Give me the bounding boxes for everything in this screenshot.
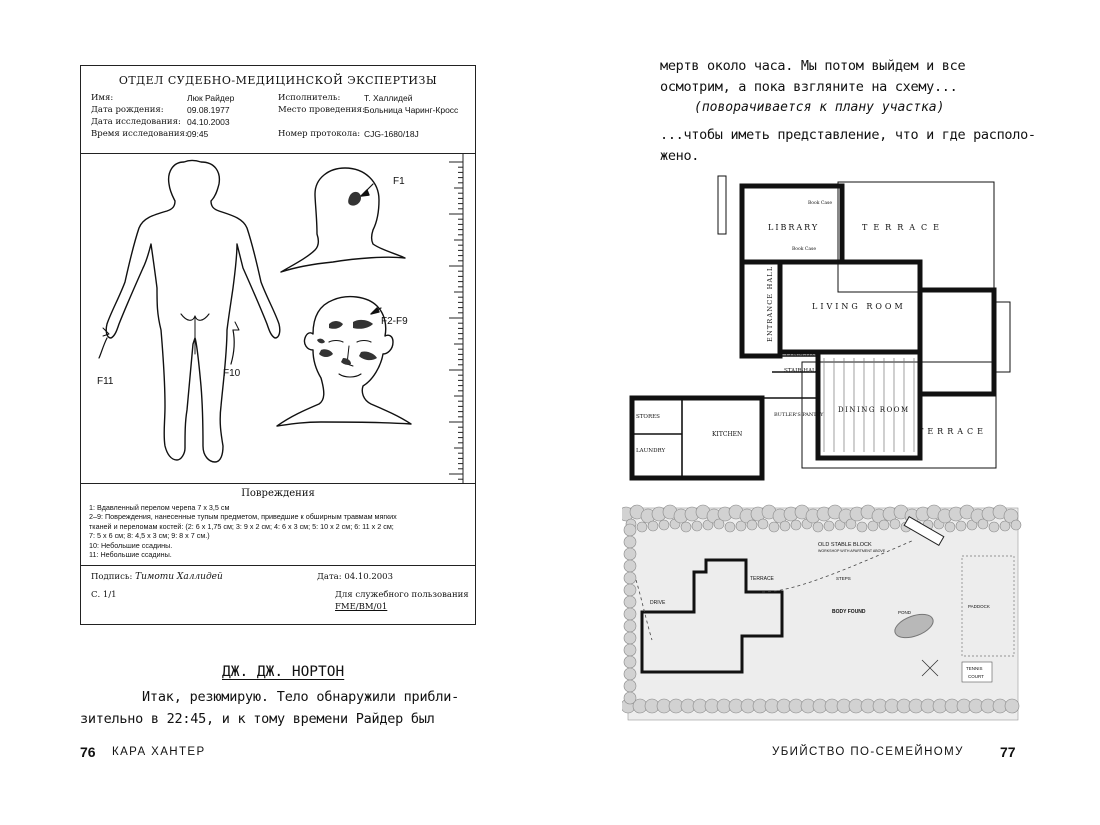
stage-direction: (поворачивается к плану участка) — [694, 100, 945, 115]
label-terrace: TERRACE — [862, 223, 945, 232]
report-info — [91, 93, 465, 153]
dob-row — [91, 105, 230, 115]
tree — [692, 521, 702, 531]
tree — [747, 520, 757, 530]
tree — [1005, 699, 1019, 713]
label-pond: POND — [898, 610, 912, 615]
label-book-case: Book Case — [792, 247, 816, 252]
head-back-outline — [281, 168, 405, 272]
tree — [637, 522, 647, 532]
body-figures — [81, 154, 437, 484]
place-row — [278, 105, 459, 115]
injury-line: 10: Небольшие ссадины. — [89, 540, 173, 550]
place-value: Больница Чаринг-Кросс — [364, 105, 459, 115]
right-page-number: 77 — [1000, 744, 1016, 760]
text-line: ...чтобы иметь представление, что и где располо- — [660, 127, 1036, 143]
tree — [791, 520, 801, 530]
tree — [879, 520, 889, 530]
tree — [989, 522, 999, 532]
tree — [648, 521, 658, 531]
body-outline — [106, 161, 280, 463]
place-label: Место проведения: — [278, 105, 365, 115]
report-header — [81, 66, 475, 154]
injuries-section — [81, 484, 475, 566]
tree — [813, 522, 823, 532]
injuries-title: Повреждения — [241, 488, 315, 499]
tree — [780, 521, 790, 531]
dob-label: Дата рождения: — [91, 105, 164, 115]
tree — [624, 524, 636, 536]
label-f2-f9: F2-F9 — [381, 316, 408, 327]
performer-label: Исполнитель: — [278, 93, 341, 103]
tree — [624, 632, 636, 644]
speaker-name: ДЖ. ДЖ. НОРТОН — [222, 664, 345, 680]
label-living-room: LIVING ROOM — [812, 302, 906, 311]
tree — [624, 644, 636, 656]
signature-row — [91, 572, 223, 582]
label-tennis: TENNIS — [966, 666, 983, 671]
tree — [624, 536, 636, 548]
label-f11: F11 — [97, 376, 114, 387]
tree — [956, 521, 966, 531]
text-line: Итак, резюмирую. Тело обнаружили прибли- — [142, 689, 460, 705]
protocol-label: Номер протокола: — [278, 129, 361, 139]
tree — [624, 596, 636, 608]
text-line: жено. — [660, 148, 700, 164]
signature-label: Подпись: — [91, 572, 133, 582]
tree — [857, 522, 867, 532]
tree — [624, 572, 636, 584]
label-paddock: PADDOCK — [968, 604, 990, 609]
tree — [890, 519, 900, 529]
label-laundry: LAUNDRY — [636, 448, 666, 454]
tree — [659, 520, 669, 530]
exam-time-value: 09:45 — [187, 129, 209, 139]
label-body-found: BODY FOUND — [832, 609, 866, 615]
tree — [624, 692, 636, 704]
page-indicator: С. 1/1 — [91, 590, 117, 600]
tree — [725, 522, 735, 532]
label-stable: OLD STABLE BLOCK — [818, 542, 872, 548]
label-library: LIBRARY — [768, 223, 820, 232]
measurement-ruler — [435, 154, 475, 484]
label-drive: DRIVE — [650, 600, 666, 606]
injury-line: 11: Небольшие ссадины. — [89, 550, 172, 560]
label-entrance-hall: ENTRANCE HALL — [766, 265, 774, 342]
label-dining-room: DINING ROOM — [838, 406, 910, 414]
exam-date-value: 04.10.2003 — [187, 117, 230, 127]
floor-plan — [622, 172, 1022, 496]
injury-line: 1: Вдавленный перелом черепа 7 x 3,5 см — [89, 503, 230, 512]
right-body-text-bottom — [660, 125, 1036, 167]
tree — [758, 519, 768, 529]
label-steps: STEPS — [836, 576, 851, 581]
tree — [1011, 520, 1021, 530]
label-book-case: Book Case — [808, 201, 832, 206]
site-plan — [622, 500, 1022, 722]
label-butlers-pantry: BUTLER'S PANTRY — [774, 412, 824, 418]
label-terrace-lower: TERRACE — [918, 427, 987, 436]
body-diagram — [81, 154, 475, 484]
text-line: мертв около часа. Мы потом выйдем и все — [660, 58, 966, 74]
tree — [945, 522, 955, 532]
tree — [624, 548, 636, 560]
tree — [624, 656, 636, 668]
name-label: Имя: — [91, 93, 114, 103]
exam-time-row — [91, 129, 209, 139]
exam-date-label: Дата исследования: — [91, 117, 181, 127]
protocol-row — [278, 129, 419, 139]
tree — [769, 522, 779, 532]
text-line: осмотрим, а пока взгляните на схему... — [660, 79, 958, 95]
report-date: Дата: 04.10.2003 — [317, 572, 393, 582]
tree — [624, 620, 636, 632]
tree — [824, 521, 834, 531]
signature: Тимоти Халлидей — [135, 572, 223, 582]
text-line: зительно в 22:45, и к тому времени Райдер был — [80, 711, 435, 727]
left-body-text — [80, 686, 476, 730]
right-body-text-top — [660, 56, 1022, 98]
report-title: ОТДЕЛ СУДЕБНО-МЕДИЦИНСКОЙ ЭКСПЕРТИЗЫ — [118, 74, 438, 87]
tree — [624, 668, 636, 680]
label-workshop: WORKSHOP WITH APARTMENT ABOVE — [818, 549, 886, 553]
protocol-value: CJG-1680/18J — [364, 129, 419, 139]
forensic-report — [80, 65, 476, 625]
tree — [624, 560, 636, 572]
name-row — [91, 93, 235, 103]
tree — [624, 584, 636, 596]
label-court: COURT — [968, 674, 984, 679]
performer-value: Т. Халлидей — [364, 93, 413, 103]
label-f1: F1 — [393, 176, 405, 187]
injury-line: 7: 5 x 6 см; 8: 4,5 x 3 см; 9: 8 x 7 см.) — [89, 531, 210, 541]
exam-time-label: Время исследования: — [91, 129, 188, 139]
injury-line: тканей и переломам костей: (2: 6 x 1,75 см; 3: 9 x 2 см; 4: 6 x 3 см; 5: 10 x 2 см; 6: 11 x 2 см; — [89, 521, 394, 531]
left-page-number: 76 — [80, 744, 96, 760]
tree — [624, 680, 636, 692]
performer-row — [278, 93, 413, 103]
label-kitchen: KITCHEN — [712, 431, 743, 438]
tree — [681, 522, 691, 532]
left-running-head: КАРА ХАНТЕР — [112, 746, 206, 758]
report-footer — [81, 566, 475, 622]
label-f10: F10 — [223, 368, 241, 379]
dob-value: 09.08.1977 — [187, 105, 230, 115]
name-value: Люк Райдер — [187, 93, 235, 103]
right-running-head: УБИЙСТВО ПО-СЕМЕЙНОМУ — [772, 746, 964, 758]
label-terrace-site: TERRACE — [750, 576, 774, 582]
injury-line: 2–9: Повреждения, нанесенные тупым предметом, приведшие к обширным травмам мягких — [89, 512, 397, 522]
document-code: FME/BM/01 — [335, 602, 388, 612]
label-stair-hall: STAIR-HALL — [784, 368, 820, 374]
tree — [624, 608, 636, 620]
label-coat-closet: COAT-CLOS — [786, 352, 817, 358]
official-use: Для служебного пользования — [335, 590, 469, 600]
label-stores: STORES — [636, 414, 660, 420]
exam-date-row — [91, 117, 230, 127]
